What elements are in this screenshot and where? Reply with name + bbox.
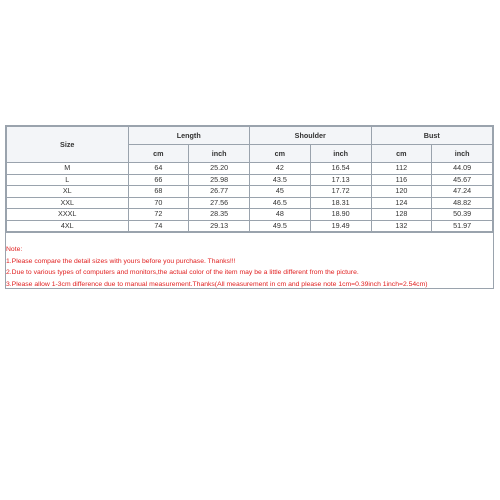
size-table-body (7, 163, 493, 232)
table-row (7, 186, 493, 198)
table-cell: 48.82 (432, 197, 493, 209)
table-cell: 47.24 (432, 186, 493, 198)
unit-header: cm (250, 145, 311, 163)
table-cell: 16.54 (310, 163, 371, 175)
table-cell: 18.31 (310, 197, 371, 209)
size-cell: L (7, 174, 129, 186)
table-cell: 17.13 (310, 174, 371, 186)
table-cell: 72 (128, 209, 189, 221)
table-cell: 49.5 (250, 220, 311, 232)
table-cell: 25.98 (189, 174, 250, 186)
note-line: 1.Please compare the detail sizes with yours before you purchase. Thanks!!! (6, 257, 236, 265)
table-cell: 27.56 (189, 197, 250, 209)
unit-header: cm (128, 145, 189, 163)
table-cell: 45.67 (432, 174, 493, 186)
table-cell: 44.09 (432, 163, 493, 175)
table-cell: 25.20 (189, 163, 250, 175)
table-row (7, 197, 493, 209)
table-cell: 128 (371, 209, 432, 221)
size-column-header: Size (7, 127, 129, 163)
notes-section (6, 232, 493, 288)
size-cell: M (7, 163, 129, 175)
table-row (7, 209, 493, 221)
table-row (7, 163, 493, 175)
table-cell: 19.49 (310, 220, 371, 232)
table-cell: 64 (128, 163, 189, 175)
size-cell: XL (7, 186, 129, 198)
table-cell: 46.5 (250, 197, 311, 209)
unit-header: inch (189, 145, 250, 163)
table-cell: 42 (250, 163, 311, 175)
table-cell: 132 (371, 220, 432, 232)
table-cell: 29.13 (189, 220, 250, 232)
table-cell: 51.97 (432, 220, 493, 232)
note-line: 2.Due to various types of computers and monitors,the actual color of the item may be a little different from the picture. (6, 269, 359, 277)
table-cell: 26.77 (189, 186, 250, 198)
note-line: 3.Please allow 1-3cm difference due to manual measurement.Thanks(All measurement in cm and please note 1cm=0.39inch 1inch=2.54cm) (6, 281, 428, 289)
table-cell: 66 (128, 174, 189, 186)
header-group-row (7, 127, 493, 145)
table-cell: 124 (371, 197, 432, 209)
size-table (6, 126, 493, 232)
table-cell: 28.35 (189, 209, 250, 221)
table-row (7, 220, 493, 232)
table-cell: 45 (250, 186, 311, 198)
table-cell: 120 (371, 186, 432, 198)
bust-group-header: Bust (371, 127, 493, 145)
table-cell: 18.90 (310, 209, 371, 221)
table-cell: 50.39 (432, 209, 493, 221)
unit-header: cm (371, 145, 432, 163)
shoulder-group-header: Shoulder (250, 127, 372, 145)
table-cell: 116 (371, 174, 432, 186)
table-cell: 17.72 (310, 186, 371, 198)
table-cell: 112 (371, 163, 432, 175)
table-cell: 68 (128, 186, 189, 198)
table-cell: 74 (128, 220, 189, 232)
notes-title: Note: (6, 246, 23, 253)
size-cell: XXXL (7, 209, 129, 221)
size-chart (5, 125, 494, 289)
table-cell: 43.5 (250, 174, 311, 186)
size-cell: XXL (7, 197, 129, 209)
unit-header: inch (432, 145, 493, 163)
table-cell: 70 (128, 197, 189, 209)
length-group-header: Length (128, 127, 250, 145)
unit-header: inch (310, 145, 371, 163)
table-row (7, 174, 493, 186)
table-cell: 48 (250, 209, 311, 221)
size-cell: 4XL (7, 220, 129, 232)
